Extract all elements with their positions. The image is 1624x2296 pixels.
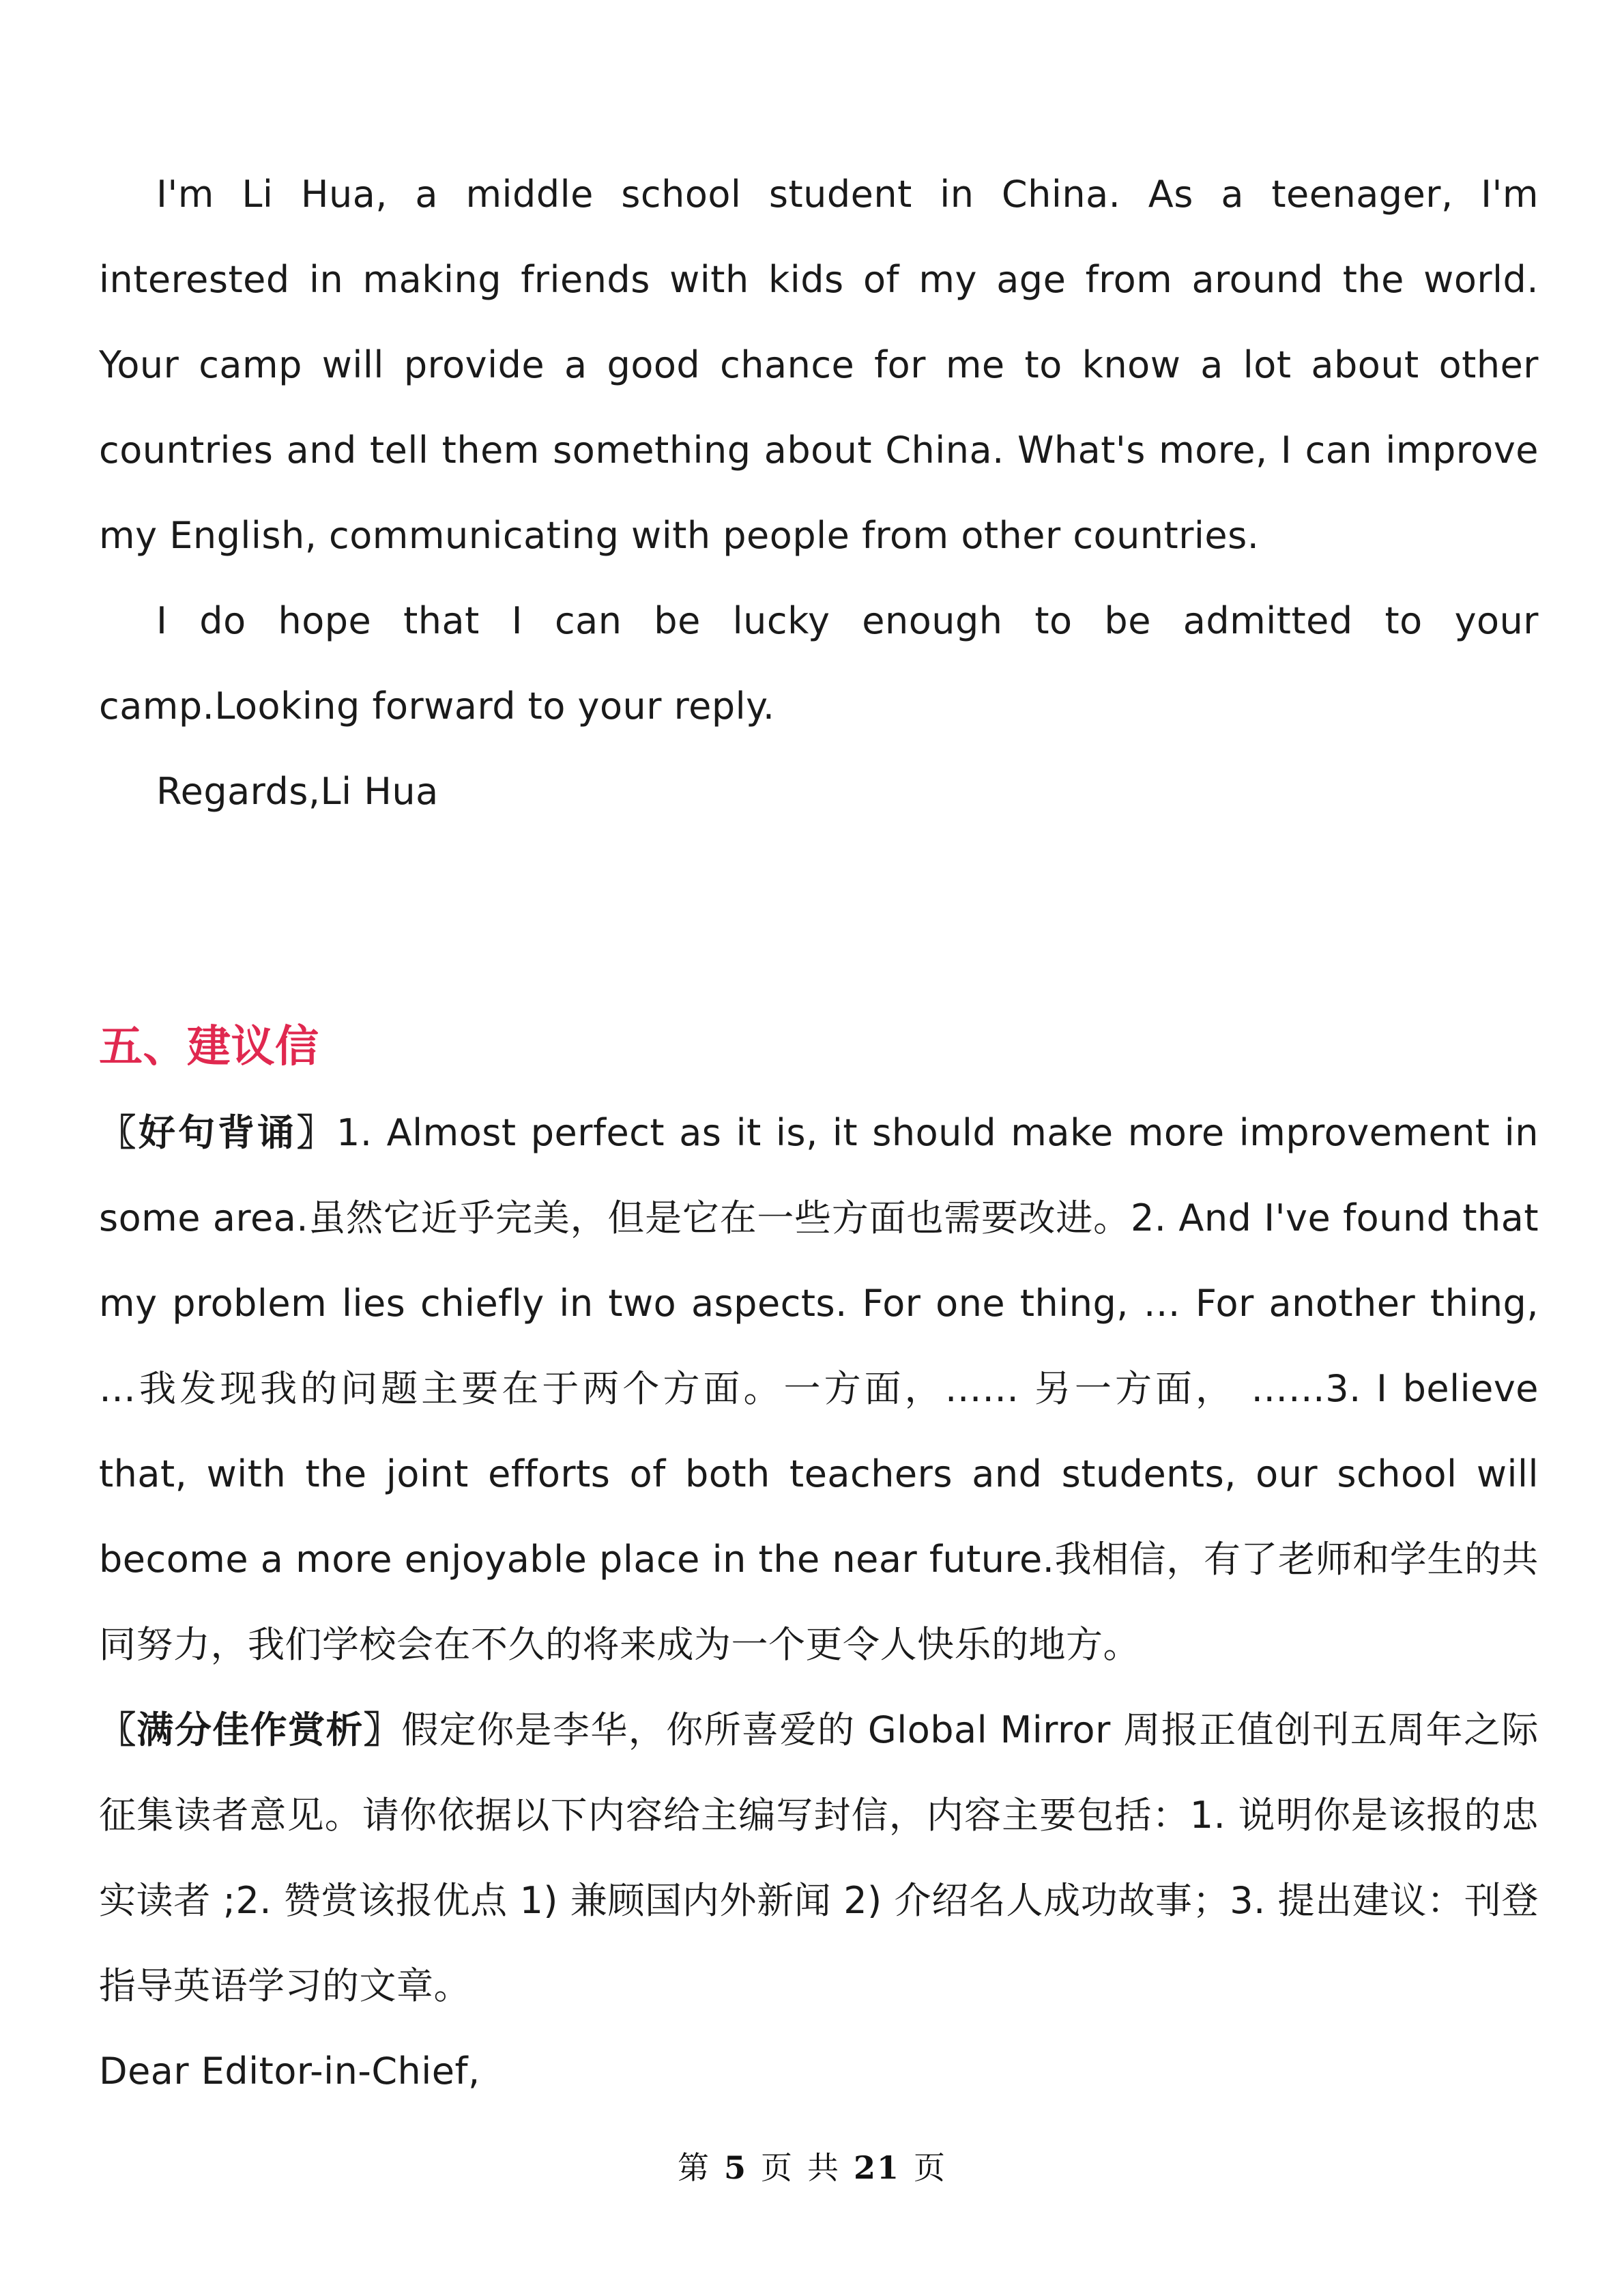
footer-total-pages: 21 (854, 2149, 901, 2186)
footer-total-word: 共 (807, 2149, 840, 2186)
page-content (99, 152, 1539, 2114)
section-heading: 五、建议信 (99, 1022, 319, 1072)
footer-suffix: 页 (914, 2149, 947, 2186)
footer-page-word: 页 (761, 2149, 794, 2186)
page-footer (0, 2143, 1624, 2188)
section-spacer (99, 834, 1539, 1005)
letter-paragraph-2: I do hope that I can be lucky enough to be admitted to your camp.Looking forward to your reply. (99, 599, 1539, 728)
footer-prefix: 第 (677, 2149, 710, 2186)
footer-page-number: 5 (723, 2149, 747, 2186)
good-sentences-paragraph (99, 1090, 1539, 1687)
good-sentences-text: 1. Almost perfect as it is, it should make more improvement in some area.虽然它近乎完美，但是它在一些方面也需要改进。2. And I've found that my problem lies chiefly in two aspects. For one thing, … For another thing, …我发现我的问题主要在于两个方面。一方面，…… 另一方面， ……3. I believe that, with the joint efforts of both teachers and students, our school will become a more enjoyable place in the near future.我相信，有了老师和学生的共同努力，我们学校会在不久的将来成为一个更令人快乐的地方。 (99, 1111, 1539, 1666)
sample-text: 假定你是李华，你所喜爱的 Global Mirror 周报正值创刊五周年之际征集读者意见。请你依据以下内容给主编写封信，内容主要包括：1. 说明你是该报的忠实读者 ;2. 赞赏该报优点 1) 兼顾国内外新闻 2) 介绍名人成功故事；3. 提出建议：刊登指导英语学习的文章。 (99, 1708, 1539, 2007)
letter-signoff: Regards,Li Hua (156, 770, 439, 813)
sample-label: 〖满分佳作赏析〗 (99, 1708, 402, 1751)
salutation: Dear Editor-in-Chief, (99, 2050, 480, 2093)
sample-paragraph (99, 1687, 1539, 2028)
good-sentences-label: 〖好句背诵〗 (99, 1111, 336, 1154)
letter-paragraph-1: I'm Li Hua, a middle school student in China. As a teenager, I'm interested in making friends with kids of my age from around the world. Your camp will provide a good chance for me to know a lot about other countries and tell them something about China. What's more, I can improve my English, communicating with people from other countries. (99, 173, 1539, 557)
